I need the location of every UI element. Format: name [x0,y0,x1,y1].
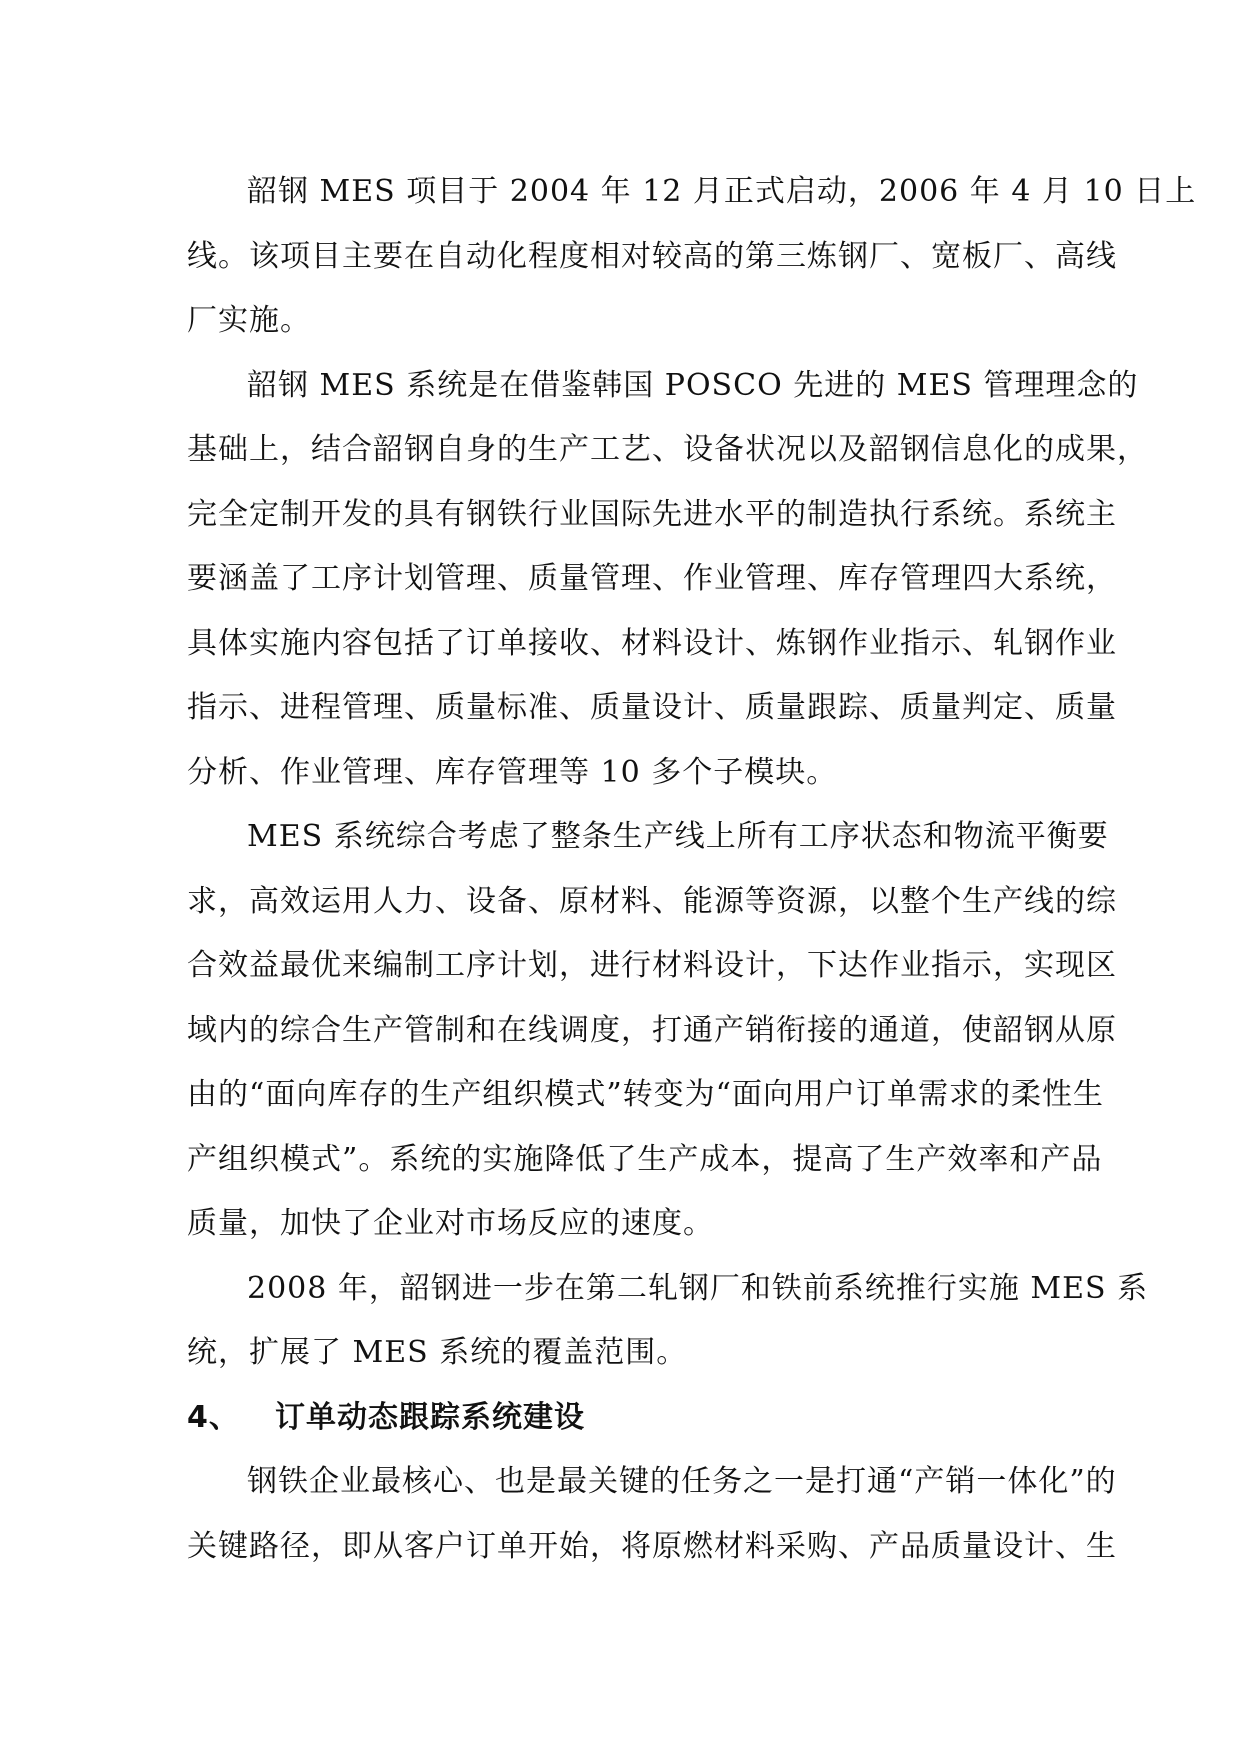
document-page [187,160,1197,1579]
paragraph-line: 分析、作业管理、库存管理等 10 多个子模块。 [187,754,838,790]
paragraph-line: 厂实施。 [187,303,311,338]
paragraph-line: 质量，加快了企业对市场反应的速度。 [187,1206,714,1241]
paragraph-line: 指示、进程管理、质量标准、质量设计、质量跟踪、质量判定、质量 [187,690,1117,725]
paragraph-3 [187,805,1117,1257]
paragraph-line: 关键路径，即从客户订单开始，将原燃材料采购、产品质量设计、生 [187,1528,1117,1564]
paragraph-line: 线。该项目主要在自动化程度相对较高的第三炼钢厂、宽板厂、高线 [187,238,1117,274]
paragraph-line: MES 系统综合考虑了整条生产线上所有工序状态和物流平衡要 [247,819,1109,854]
section-heading [187,1386,1055,1451]
paragraph-2 [187,354,1148,806]
paragraph-line: 具体实施内容包括了订单接收、材料设计、炼钢作业指示、轧钢作业 [187,625,1117,661]
paragraph-line: 由的“面向库存的生产组织模式”转变为“面向用户订单需求的柔性生 [187,1077,1105,1112]
paragraph-line: 合效益最优来编制工序计划，进行材料设计，下达作业指示，实现区 [187,948,1117,983]
paragraph-line: 钢铁企业最核心、也是最关键的任务之一是打通“产销一体化”的 [247,1464,1117,1499]
paragraph-1 [187,160,1197,354]
paragraph-5 [187,1450,1117,1579]
paragraph-line: 完全定制开发的具有钢铁行业国际先进水平的制造执行系统。系统主 [187,496,1117,532]
paragraph-4 [187,1257,1149,1386]
section-number: 4、 [187,1399,240,1435]
paragraph-line: 产组织模式”。系统的实施降低了生产成本，提高了生产效率和产品 [187,1141,1103,1177]
paragraph-line: 韶钢 MES 系统是在借鉴韩国 POSCO 先进的 MES 管理理念的 [247,367,1139,403]
paragraph-line: 域内的综合生产管制和在线调度，打通产销衔接的通道，使韶钢从原 [187,1012,1117,1048]
paragraph-line: 基础上，结合韶钢自身的生产工艺、设备状况以及韶钢信息化的成果， [187,432,1148,467]
paragraph-line: 要涵盖了工序计划管理、质量管理、作业管理、库存管理四大系统， [187,561,1117,596]
paragraph-line: 统，扩展了 MES 系统的覆盖范围。 [187,1335,688,1370]
paragraph-line: 2008 年，韶钢进一步在第二轧钢厂和铁前系统推行实施 MES 系 [247,1270,1149,1306]
section-title: 订单动态跟踪系统建设 [275,1399,585,1435]
paragraph-line: 韶钢 MES 项目于 2004 年 12 月正式启动，2006 年 4 月 10 日上 [247,174,1197,209]
paragraph-line: 求，高效运用人力、设备、原材料、能源等资源，以整个生产线的综 [187,883,1117,919]
